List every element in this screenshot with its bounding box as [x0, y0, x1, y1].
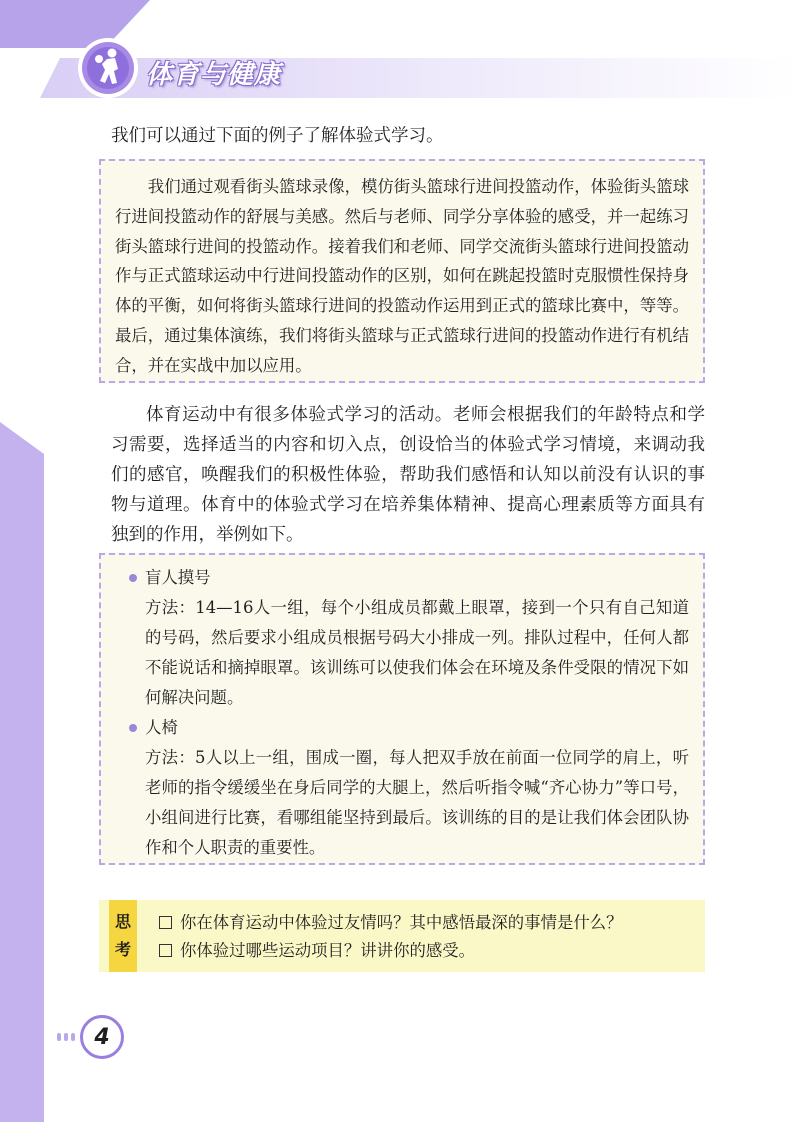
think-question — [159, 937, 475, 965]
method-line: 等口号，小组间进行比赛，看哪组能坚持到最后。该训练的目的是让我 — [145, 778, 690, 827]
example-line: 行进间投篮动作与正式篮球运动中行进间投篮动作的区别，如何在跳起投篮 — [115, 236, 690, 286]
bullet-icon — [129, 574, 137, 582]
basketball-player-icon — [76, 36, 140, 100]
intro-paragraph: 我们可以通过下面的例子了解体验式学习。 — [111, 126, 444, 146]
method-line: 方法：5人以上一组，围成一圈，每人把双手放在前面一位同学的肩上， — [145, 748, 673, 767]
activity-name: 盲人摸号 — [145, 568, 211, 587]
question-text: 你在体育运动中体验过友情吗？其中感悟最深的事情是什么？ — [180, 913, 623, 932]
activity-heading — [145, 563, 689, 593]
activity-heading — [145, 713, 689, 743]
checkbox-icon — [159, 916, 172, 929]
section-title: 体育与健康 — [146, 60, 282, 90]
activity-method — [145, 593, 689, 713]
bullet-icon — [129, 724, 137, 732]
body-line: 用，举例如下。 — [181, 525, 304, 545]
body-line: 需要，选择适当的内容和切入点，创设恰当的体验式学习情境，来调动我们的 — [111, 435, 705, 485]
example-line: 篮球行进间投篮动作的舒展与美感。然后与老师、同学分享体验的感受，并 — [115, 177, 690, 226]
method-line: 道的号码，然后要求小组成员根据号码大小排成一列。排队过程中，任 — [145, 598, 689, 647]
example-box — [99, 159, 705, 383]
checkbox-icon — [159, 944, 172, 957]
method-line: 何人都不能说话和摘掉眼罩。该训练可以使我们体会在环境及条件受限 — [145, 628, 690, 677]
example-line: 时克服惯性保持身体的平衡，如何将街头篮球行进间的投篮动作运用到正式 — [115, 266, 690, 316]
body-line: 感官，唤醒我们的积极性体验，帮助我们感悟和认知以前没有认识的事物与道 — [111, 465, 705, 515]
body-line: 体育运动中有很多体验式学习的活动。老师会根据我们的年龄特点和学习 — [111, 405, 705, 455]
page-number: 4 — [80, 1015, 124, 1059]
question-text: 你体验过哪些运动项目？讲讲你的感受。 — [180, 941, 476, 960]
method-line: 听老师的指令缓缓坐在身后同学的大腿上，然后听指令喊“齐心协力” — [145, 748, 689, 797]
example-line: 我们通过观看街头篮球录像，模仿街头篮球行进间投篮动作，体验街头 — [147, 177, 657, 196]
example-line: 一起练习街头篮球行进间的投篮动作。接着我们和老师、同学交流街头篮球 — [115, 206, 690, 256]
left-edge-tab — [0, 422, 44, 1122]
think-label-char: 思 — [114, 912, 131, 931]
body-paragraph — [111, 400, 705, 550]
activities-box — [99, 553, 705, 865]
think-label — [109, 900, 137, 972]
example-line: 的篮球比赛中，等等。最后，通过集体演练，我们将街头篮球与正式篮球行 — [115, 296, 690, 345]
method-line: 的情况下如何解决问题。 — [145, 658, 690, 707]
think-question — [159, 909, 623, 937]
think-label-char: 考 — [114, 940, 131, 959]
example-paragraph — [115, 172, 689, 381]
body-line: 理。体育中的体验式学习在培养集体精神、提高心理素质等方面具有独到的作 — [111, 495, 705, 545]
think-box — [99, 900, 705, 972]
method-line: 们体会团队协作和个人职责的重要性。 — [145, 808, 690, 857]
method-line: 方法：14—16人一组，每个小组成员都戴上眼罩，接到一个只有自己知 — [145, 598, 673, 617]
activity-method — [145, 743, 689, 863]
example-line: 进间的投篮动作进行有机结合，并在实战中加以应用。 — [115, 325, 690, 375]
activity-name: 人椅 — [145, 718, 178, 737]
